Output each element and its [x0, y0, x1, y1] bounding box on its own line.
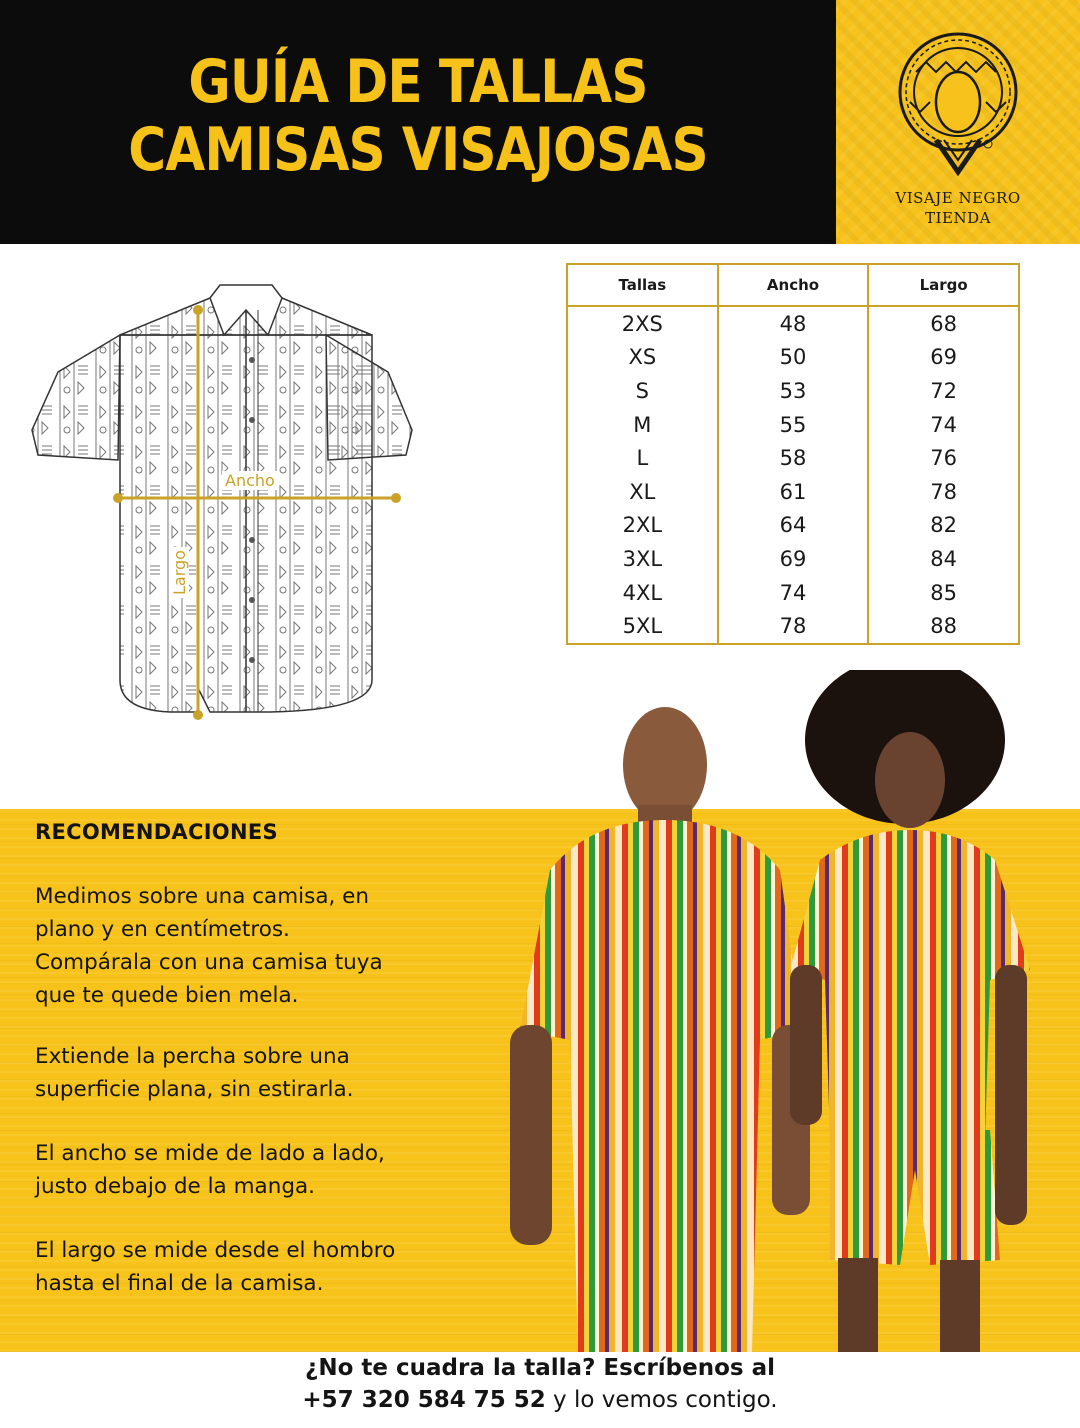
brand-line-2: TIENDA: [925, 209, 991, 227]
ancho-cell: 50: [718, 341, 869, 375]
brand-logo-icon: [896, 32, 1020, 182]
size-cell: 2XS: [567, 306, 718, 341]
size-cell: M: [567, 408, 718, 442]
table-row: [567, 609, 1019, 644]
size-cell: S: [567, 374, 718, 408]
ancho-cell: 64: [718, 509, 869, 543]
largo-cell: 69: [868, 341, 1019, 375]
rec-line: justo debajo de la manga.: [35, 1174, 315, 1199]
largo-cell: 82: [868, 509, 1019, 543]
brand-name: [836, 188, 1080, 228]
ancho-cell: 53: [718, 374, 869, 408]
size-cell: 4XL: [567, 576, 718, 610]
size-table: [566, 263, 1020, 645]
ancho-cell: 61: [718, 475, 869, 509]
table-row: [567, 374, 1019, 408]
rec-line: que te quede bien mela.: [35, 983, 299, 1008]
largo-cell: 68: [868, 306, 1019, 341]
table-row: [567, 408, 1019, 442]
size-cell: 5XL: [567, 609, 718, 644]
brand-logo-panel: [836, 0, 1080, 244]
size-cell: L: [567, 441, 718, 475]
rec-line: El largo se mide desde el hombro: [35, 1238, 396, 1263]
header-ancho: Ancho: [718, 264, 869, 306]
header: [0, 0, 1080, 244]
largo-cell: 74: [868, 408, 1019, 442]
ancho-cell: 55: [718, 408, 869, 442]
header-tallas: Tallas: [567, 264, 718, 306]
largo-measure-label: Largo: [170, 547, 189, 598]
recommendation-paragraph-2: [35, 1040, 505, 1106]
size-cell: 2XL: [567, 509, 718, 543]
table-header-row: [567, 264, 1019, 306]
table-row: [567, 576, 1019, 610]
table-row: [567, 306, 1019, 341]
header-largo: Largo: [868, 264, 1019, 306]
models-photo: [490, 670, 1080, 1352]
table-row: [567, 441, 1019, 475]
table-row: [567, 509, 1019, 543]
brand-line-1: VISAJE NEGRO: [895, 189, 1021, 207]
title-line-1: GUÍA DE TALLAS: [188, 47, 648, 117]
table-row: [567, 341, 1019, 375]
rec-line: hasta el final de la camisa.: [35, 1271, 324, 1296]
page-title: [59, 48, 778, 184]
ancho-cell: 74: [718, 576, 869, 610]
rec-line: plano y en centímetros.: [35, 917, 290, 942]
largo-cell: 84: [868, 542, 1019, 576]
rec-line: El ancho se mide de lado a lado,: [35, 1141, 385, 1166]
ancho-cell: 78: [718, 609, 869, 644]
title-line-2: CAMISAS VISAJOSAS: [128, 115, 708, 185]
recommendation-paragraph-1: [35, 880, 505, 1012]
largo-cell: 85: [868, 576, 1019, 610]
size-cell: 3XL: [567, 542, 718, 576]
size-cell: XS: [567, 341, 718, 375]
largo-cell: 76: [868, 441, 1019, 475]
recommendation-paragraph-3: [35, 1137, 505, 1203]
footer-line-2-rest: y lo vemos contigo.: [545, 1387, 778, 1413]
shirt-diagram: [20, 280, 420, 730]
footer-line-1: ¿No te cuadra la talla? Escríbenos al: [304, 1355, 776, 1381]
size-cell: XL: [567, 475, 718, 509]
largo-cell: 78: [868, 475, 1019, 509]
table-row: [567, 542, 1019, 576]
rec-line: Medimos sobre una camisa, en: [35, 884, 370, 909]
largo-cell: 88: [868, 609, 1019, 644]
footer-line-2: [0, 1387, 1080, 1413]
ancho-cell: 58: [718, 441, 869, 475]
table-row: [567, 475, 1019, 509]
rec-line: superficie plana, sin estirarla.: [35, 1077, 354, 1102]
ancho-cell: 69: [718, 542, 869, 576]
largo-cell: 72: [868, 374, 1019, 408]
ancho-cell: 48: [718, 306, 869, 341]
rec-line: Compárala con una camisa tuya: [35, 950, 383, 975]
rec-line: Extiende la percha sobre una: [35, 1044, 350, 1069]
recommendation-paragraph-4: [35, 1234, 505, 1300]
recommendations-title: RECOMENDACIONES: [35, 820, 278, 844]
phone-number[interactable]: +57 320 584 75 52: [302, 1387, 546, 1413]
ancho-measure-label: Ancho: [222, 471, 278, 490]
